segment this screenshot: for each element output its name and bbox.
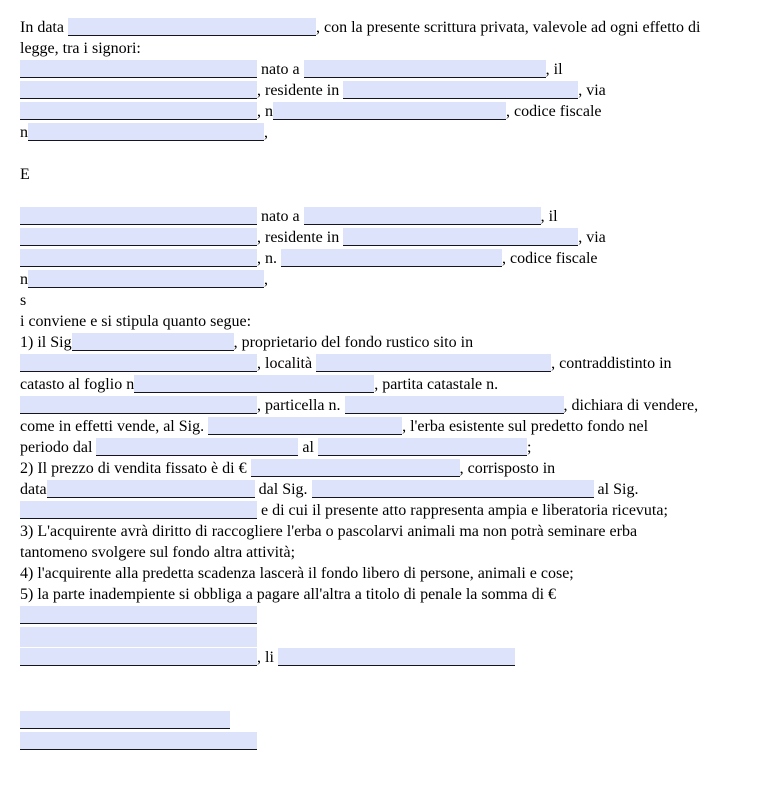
text-segment: 3) L'acquirente avrà diritto di raccogliere l'erba o pascolarvi animali ma non potrà seminare erba xyxy=(20,523,638,540)
text-segment: come in effetti vende, al Sig. xyxy=(20,418,209,435)
text-segment: nato a xyxy=(257,61,304,78)
line-clause4 xyxy=(20,563,758,584)
blank-line xyxy=(20,689,758,710)
text-segment: , particella n. xyxy=(257,397,345,414)
property-municipality-field[interactable] xyxy=(20,354,257,372)
line-clause1-seller xyxy=(20,332,758,353)
signing-place-field[interactable] xyxy=(20,648,257,666)
text-segment: , via xyxy=(578,229,606,246)
text-segment: , xyxy=(264,124,268,141)
text-segment: data xyxy=(20,481,47,498)
text-segment: , residente in xyxy=(257,229,344,246)
party1-birthdate-field[interactable] xyxy=(20,81,257,99)
line-party2-street xyxy=(20,248,758,269)
parcel-number-field[interactable] xyxy=(345,396,564,414)
line-clause1-period xyxy=(20,437,758,458)
line-party1-street xyxy=(20,101,758,122)
line-signature-1 xyxy=(20,710,758,731)
line-clause1-cadastre xyxy=(20,374,758,395)
line-clause2-price xyxy=(20,458,758,479)
text-segment: 5) la parte inadempiente si obbliga a pagare all'altra a titolo di penale la somma di € xyxy=(20,586,557,603)
payee-name-field[interactable] xyxy=(20,501,257,519)
party1-fiscal-code-field[interactable] xyxy=(28,123,264,141)
text-segment: , li xyxy=(257,649,278,666)
text-segment: , residente in xyxy=(257,82,344,99)
line-party1-fiscal-code xyxy=(20,122,758,143)
line-party1-birth xyxy=(20,59,758,80)
penalty-amount-field[interactable] xyxy=(20,606,257,624)
payer-name-field[interactable] xyxy=(312,480,594,498)
text-segment: , codice fiscale xyxy=(506,103,602,120)
line-intro-1 xyxy=(20,17,758,38)
text-segment: , n xyxy=(257,103,273,120)
text-segment: , n. xyxy=(257,250,281,267)
party1-birthplace-field[interactable] xyxy=(304,60,546,78)
clause1-buyer-name-field[interactable] xyxy=(208,417,402,435)
text-segment: n xyxy=(20,124,28,141)
line-stipulation xyxy=(20,311,758,332)
party1-street-field[interactable] xyxy=(20,102,257,120)
blank-line xyxy=(20,143,758,164)
text-segment: al xyxy=(298,439,318,456)
party2-signature-field[interactable] xyxy=(20,732,257,750)
text-segment: , dichiara di vendere, xyxy=(563,397,699,414)
text-segment: dal Sig. xyxy=(254,481,312,498)
text-segment: ; xyxy=(526,439,532,456)
line-clause2-payment xyxy=(20,479,758,500)
text-segment: , il xyxy=(545,61,563,78)
line-signature-2 xyxy=(20,731,758,752)
text-segment: , l'erba esistente sul predetto fondo nel xyxy=(402,418,649,435)
cadastral-record-number-field[interactable] xyxy=(20,396,257,414)
party1-street-number-field[interactable] xyxy=(273,102,506,120)
blank-line xyxy=(20,668,758,689)
text-segment: , corrisposto in xyxy=(459,460,556,477)
party1-name-field[interactable] xyxy=(20,60,257,78)
line-signing-place-date xyxy=(20,647,758,668)
text-segment: n xyxy=(20,271,28,288)
contract-date-field[interactable] xyxy=(68,18,316,36)
party2-fiscal-code-field[interactable] xyxy=(28,270,264,288)
text-segment: , il xyxy=(540,208,558,225)
party1-signature-field[interactable] xyxy=(20,711,230,729)
party2-residence-city-field[interactable] xyxy=(343,228,578,246)
property-locality-field[interactable] xyxy=(316,354,551,372)
signing-place-field-upper[interactable] xyxy=(20,627,257,647)
line-clause5 xyxy=(20,584,758,605)
line-clause1-buyer xyxy=(20,416,758,437)
line-party2-birth xyxy=(20,206,758,227)
party2-street-number-field[interactable] xyxy=(281,249,502,267)
party1-residence-city-field[interactable] xyxy=(343,81,578,99)
party2-birthplace-field[interactable] xyxy=(304,207,541,225)
text-segment: s xyxy=(20,292,27,309)
line-clause3-b xyxy=(20,542,758,563)
text-segment: legge, tra i signori: xyxy=(20,40,141,57)
signing-date-field[interactable] xyxy=(278,648,515,666)
line-clause2-receipt xyxy=(20,500,758,521)
text-segment: catasto al foglio n xyxy=(20,376,135,393)
party2-birthdate-field[interactable] xyxy=(20,228,257,246)
text-segment: , xyxy=(264,271,268,288)
line-party2-fiscal-code xyxy=(20,269,758,290)
text-segment: , località xyxy=(257,355,317,372)
text-segment: 1) il Sig xyxy=(20,334,72,351)
line-clause1-location xyxy=(20,353,758,374)
cadastral-sheet-number-field[interactable] xyxy=(134,375,374,393)
line-penalty-amount xyxy=(20,605,758,626)
party2-street-field[interactable] xyxy=(20,249,257,267)
text-segment: 4) l'acquirente alla predetta scadenza lascerà il fondo libero di persone, animali e cose; xyxy=(20,565,574,582)
party2-name-field[interactable] xyxy=(20,207,257,225)
line-signing-place-upper xyxy=(20,626,758,647)
text-segment: 2) Il prezzo di vendita fissato è di € xyxy=(20,460,251,477)
line-conjunction-e xyxy=(20,164,758,185)
text-segment: e di cui il presente atto rappresenta ampia e liberatoria ricevuta; xyxy=(257,502,668,519)
line-clause1-parcel xyxy=(20,395,758,416)
text-segment: , partita catastale n. xyxy=(374,376,499,393)
blank-line xyxy=(20,185,758,206)
sale-price-field[interactable] xyxy=(251,459,460,477)
text-segment: periodo dal xyxy=(20,439,97,456)
line-party2-residence xyxy=(20,227,758,248)
text-segment: E xyxy=(20,166,30,183)
text-segment: , codice fiscale xyxy=(502,250,598,267)
text-segment: i conviene e si stipula quanto segue: xyxy=(20,313,252,330)
text-segment: tantomeno svolgere sul fondo altra attività; xyxy=(20,544,296,561)
document-lines xyxy=(20,17,758,752)
line-party1-residence xyxy=(20,80,758,101)
text-segment: nato a xyxy=(257,208,304,225)
period-start-date-field[interactable] xyxy=(96,438,298,456)
text-segment: , proprietario del fondo rustico sito in xyxy=(233,334,474,351)
clause1-seller-name-field[interactable] xyxy=(72,333,234,351)
line-clause3-a xyxy=(20,521,758,542)
text-segment: , contraddistinto in xyxy=(551,355,672,372)
payment-date-field[interactable] xyxy=(47,480,255,498)
text-segment: In data xyxy=(20,19,68,36)
text-segment: , con la presente scrittura privata, valevole ad ogni effetto di xyxy=(315,19,701,36)
line-intro-2 xyxy=(20,38,758,59)
text-segment: al Sig. xyxy=(593,481,639,498)
line-word-break-s xyxy=(20,290,758,311)
period-end-date-field[interactable] xyxy=(318,438,527,456)
text-segment: , via xyxy=(578,82,606,99)
